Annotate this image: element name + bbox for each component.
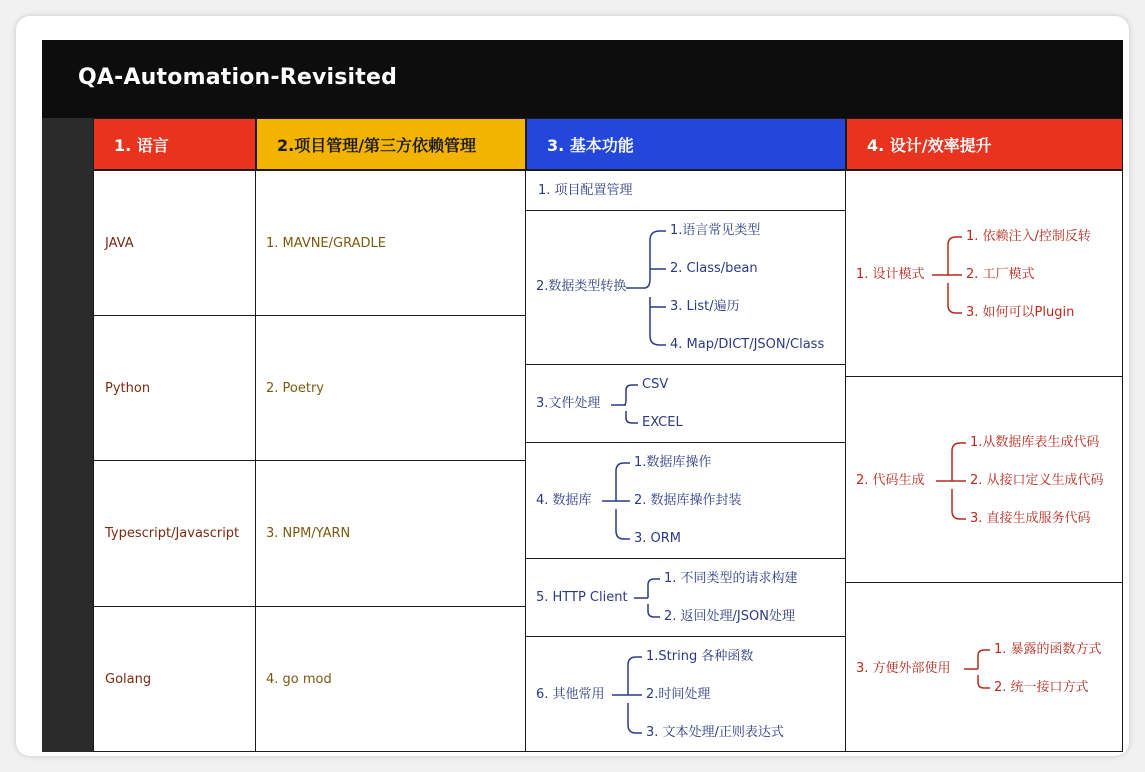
pm-label: 1. MAVNE/GRADLE	[266, 235, 386, 251]
design-cell	[845, 582, 1123, 752]
header-project-management: 2.项目管理/第三方依赖管理	[256, 118, 526, 170]
function-label: 1. 项目配置管理	[538, 183, 633, 198]
window-frame	[16, 16, 1129, 756]
pm-label: 3. NPM/YARN	[266, 526, 351, 541]
function-label: 2.数据类型转换	[536, 279, 627, 294]
language-label: JAVA	[105, 235, 134, 251]
function-cell	[525, 170, 846, 211]
function-child: 1.数据库操作	[634, 455, 712, 470]
left-margin-bar	[42, 118, 93, 752]
language-cell	[93, 315, 256, 461]
function-child: EXCEL	[642, 415, 683, 430]
function-child: 4. Map/DICT/JSON/Class	[670, 337, 825, 352]
function-child: 1.String 各种函数	[646, 649, 754, 664]
function-child: 1.语言常见类型	[670, 223, 761, 238]
function-label: 5. HTTP Client	[536, 590, 628, 605]
language-label: Golang	[105, 671, 152, 687]
design-label: 2. 代码生成	[856, 473, 925, 488]
design-child: 3. 如何可以Plugin	[966, 305, 1075, 320]
function-child: 2.时间处理	[646, 687, 711, 702]
pm-cell	[255, 460, 526, 607]
function-cell	[525, 442, 846, 559]
language-label: Typescript/Javascript	[105, 526, 240, 541]
language-cell	[93, 460, 256, 607]
function-child: CSV	[642, 377, 669, 392]
design-child: 1. 依赖注入/控制反转	[966, 229, 1091, 244]
language-label: Python	[105, 380, 151, 396]
design-label: 1. 设计模式	[856, 267, 925, 282]
header-language: 1. 语言	[93, 118, 256, 170]
function-child: 3. List/遍历	[670, 299, 740, 314]
function-child: 3. 文本处理/正则表达式	[646, 725, 784, 740]
pm-cell	[255, 315, 526, 461]
design-child: 2. 从接口定义生成代码	[970, 473, 1104, 488]
header-basic-functions: 3. 基本功能	[526, 118, 846, 170]
function-child: 2. Class/bean	[670, 261, 758, 276]
function-cell	[525, 636, 846, 752]
function-child: 2. 返回处理/JSON处理	[664, 609, 795, 624]
function-child: 1. 不同类型的请求构建	[664, 571, 798, 586]
function-child: 3. ORM	[634, 531, 682, 546]
design-child: 2. 工厂模式	[966, 267, 1035, 282]
title-bar	[42, 40, 1123, 118]
function-label: 3.文件处理	[536, 396, 601, 411]
function-label: 6. 其他常用	[536, 687, 605, 702]
page-title: QA-Automation-Revisited	[78, 65, 398, 90]
design-label: 3. 方便外部使用	[856, 661, 951, 676]
design-child: 1. 暴露的函数方式	[994, 642, 1102, 657]
function-label: 4. 数据库	[536, 493, 592, 508]
design-cell	[845, 170, 1123, 377]
design-child: 2. 统一接口方式	[994, 680, 1089, 695]
pm-cell	[255, 170, 526, 316]
pm-label: 2. Poetry	[266, 380, 324, 396]
language-cell	[93, 170, 256, 316]
design-child: 1.从数据库表生成代码	[970, 435, 1100, 450]
board	[42, 40, 1123, 752]
pm-cell	[255, 606, 526, 752]
pm-label: 4. go mod	[266, 671, 332, 687]
language-cell	[93, 606, 256, 752]
function-child: 2. 数据库操作封装	[634, 493, 742, 508]
design-cell	[845, 376, 1123, 583]
function-cell	[525, 210, 846, 365]
function-cell	[525, 364, 846, 443]
function-cell	[525, 558, 846, 637]
header-design-efficiency: 4. 设计/效率提升	[846, 118, 1123, 170]
design-child: 3. 直接生成服务代码	[970, 511, 1091, 526]
